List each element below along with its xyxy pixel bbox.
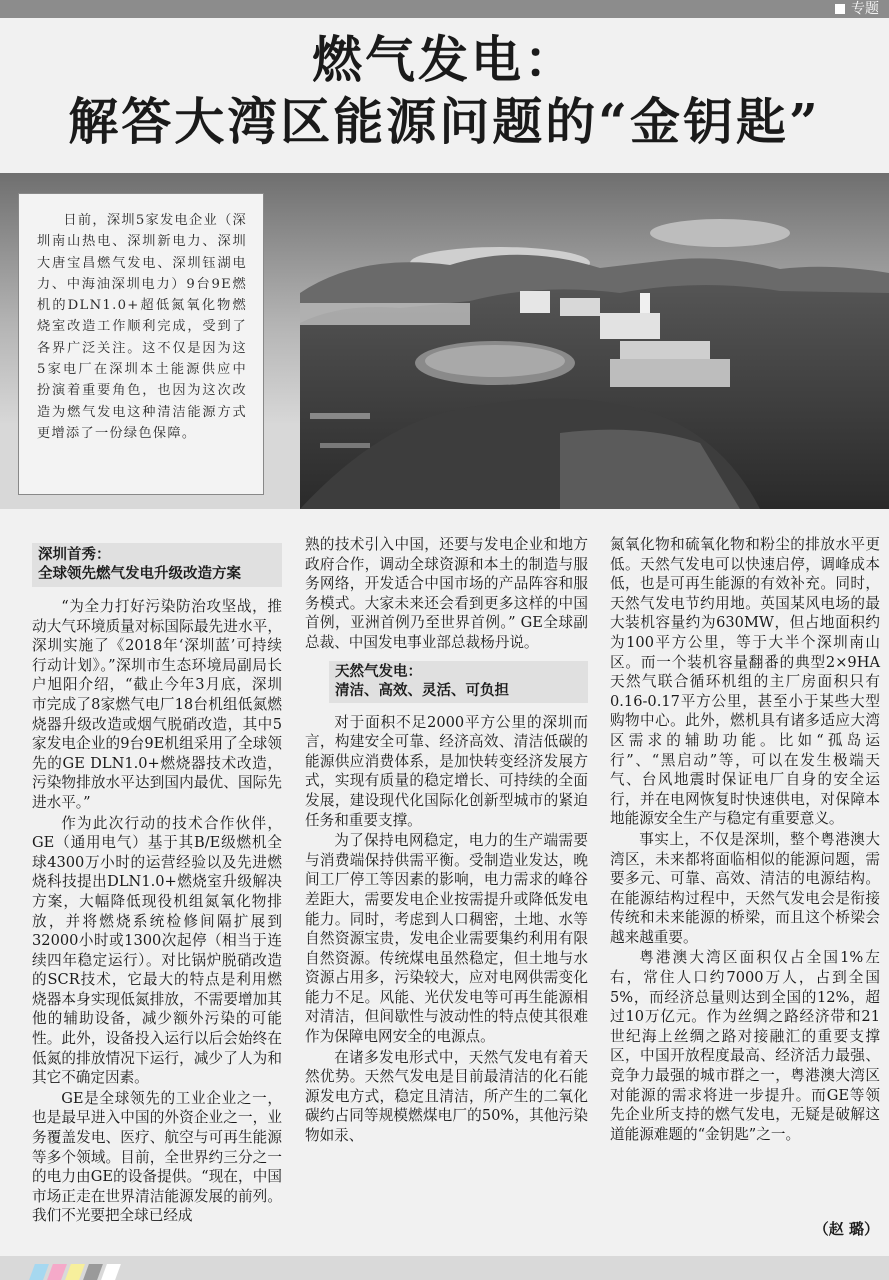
paragraph: 作为此次行动的技术合作伙伴，GE（通用电气）基于其B/E级燃机全球4300万小时的运营经验以及先进燃烧科技提出DLN1.0+燃烧室升级解决方案，大幅降低现役机组氮氧化物排放，并将燃烧系统检修间隔扩展到32000小时或1300次起停（相当于连续四年稳定运行）。对比锅炉脱硝改造的SCR技术，它最大的特点是利用燃烧器本身实现低氮排放，不需要增加其他的辅助设备，减少额外污染的可能性。此外，设备投入运行以后会始终在低氮的排放情况下运行，减少了人为和其它不确定因素。 <box>32 814 282 1087</box>
subhead-title: 清洁、高效、灵活、可负担 <box>335 682 509 699</box>
headline-line-1: 燃气发电： <box>312 30 577 89</box>
author-byline: （赵 璐） <box>813 1220 879 1238</box>
paragraph: 事实上，不仅是深圳，整个粤港澳大湾区，未来都将面临相似的能源问题，需要多元、可靠、高效、清洁的电源结构。在能源结构过程中，天然气发电会是衔接传统和未来能源的桥梁，而且这个桥梁会越来越重要。 <box>610 830 880 946</box>
paragraph: 在诸多发电形式中，天然气发电有着天然优势。天然气发电是目前最清洁的化石能源发电方式，稳定且清洁，所产生的二氧化碳约占同等规模燃煤电厂的50%，其他污染物如汞、 <box>305 1048 588 1145</box>
top-bar <box>0 0 889 18</box>
subhead-title: 全球领先燃气发电升级改造方案 <box>38 566 241 582</box>
column-1 <box>32 543 282 1227</box>
subhead-shenzhen <box>32 543 282 587</box>
paragraph: GE是全球领先的工业企业之一，也是最早进入中国的外资企业之一，业务覆盖发电、医疗、航空与可再生能源等多个领域。目前，全世界约三分之一的电力由GE的设备提供。“现在，中国市场正走在世界清洁能源发展的前列。我们不光要把全球已经成 <box>32 1089 282 1225</box>
paragraph: “为全力打好污染防治攻坚战，推动大气环境质量对标国际最先进水平，深圳实施了《2018年‘深圳蓝’可持续行动计划》。”深圳市生态环境局副局长户旭阳介绍，“截止今年3月底，深圳市完成了8家燃气电厂18台机组低氮燃烧器升级改造或烟气脱硝改造，其中5家发电企业的9台9E机组采用了全球领先的GE DLN1.0+燃烧器技术改造，污染物排放水平达到国内最优、国际先进水平。” <box>32 598 282 811</box>
column-2 <box>305 535 588 1147</box>
subhead-kicker: 天然气发电： <box>335 663 422 680</box>
paragraph: 粤港澳大湾区面积仅占全国1%左右，常住人口约7000万人，占到全国5%，而经济总量则达到全国的12%，超过10万亿元。作为丝绸之路经济带和21世纪海上丝绸之路对接融汇的重要支撑区，中国开放程度最高、经济活力最强、竞争力最强的城市群之一，粤港澳大湾区对能源的需求将进一步提升。而GE等领先企业所支持的燃气发电，无疑是破解这道能源难题的“金钥匙”之一。 <box>610 949 880 1143</box>
headline-line-2: 解答大湾区能源问题的“金钥匙” <box>68 92 821 151</box>
column-3 <box>610 535 880 1145</box>
paragraph-continued: 熟的技术引入中国，还要与发电企业和地方政府合作，调动全球资源和本土的制造与服务网络，开发适合中国市场的产品阵容和服务模式。大家未来还会看到更多这样的中国首例，亚洲首例乃至世界首例。” GE全球副总裁、中国发电事业部总裁杨丹说。 <box>305 536 588 651</box>
subhead-kicker: 深圳首秀： <box>38 547 111 563</box>
paragraph-continued: 氮氧化物和硫氧化物和粉尘的排放水平更低。天然气发电可以快速启停，调峰成本低，也是可再生能源的有效补充。同时，天然气发电节约用地。英国某风电场的最大装机容量约为630MW，但占地面积约为100平方公里，等于大半个深圳南山区。而一个装机容量翻番的典型2×9HA天然气联合循环机组的主厂房面积只有0.16-0.17平方公里，甚至小于某些大型购物中心。此外，燃机具有诸多适应大湾区需求的辅助功能。比如“孤岛运行”、“黑启动”等，可以在发生极端天气、台风地震时保证电厂自身的安全运行，并在电网恢复时快速供电，对保障本地能源安全生产与稳定有重要意义。 <box>610 536 880 828</box>
subhead-natural-gas <box>329 661 588 703</box>
square-icon <box>835 4 845 14</box>
intro-box: 日前，深圳5家发电企业（深圳南山热电、深圳新电力、深圳大唐宝昌燃气发电、深圳钰湖电力、中海油深圳电力）9台9E燃机的DLN1.0+超低氮氧化物燃烧室改造工作顺利完成，受到了各界广泛关注。这不仅是因为这5家电厂在深圳本土能源供应中扮演着重要角色，也因为这次改造为燃气发电这种清洁能源方式更增添了一份绿色保障。 <box>18 193 264 495</box>
paragraph: 对于面积不足2000平方公里的深圳而言，构建安全可靠、经济高效、清洁低碳的能源供应消费体系，是加快转变经济发展方式，实现有质量的稳定增长、可持续的全面发展，建设现代化国际化创新型城市的紧迫任务和重要支撑。 <box>305 713 588 829</box>
section-tag <box>835 0 879 18</box>
paragraph: 为了保持电网稳定，电力的生产端需要与消费端保持供需平衡。受制造业发达，晚间工厂停工等因素的影响，电力需求的峰谷差距大，需要发电企业按需提升或降低发电能力。同时，考虑到人口稠密，土地、水等自然资源宝贵，发电企业需要集约利用有限自然资源。传统煤电虽然稳定，但土地与水资源占用多，污染较大，应对电网供需变化能力不足。风能、光伏发电等可再生能源相对清洁，但间歇性与波动性的特点使其很难作为保障电网安全的电源点。 <box>305 832 588 1046</box>
print-color-bar <box>0 1256 889 1280</box>
section-tag-label: 专题 <box>851 1 879 17</box>
